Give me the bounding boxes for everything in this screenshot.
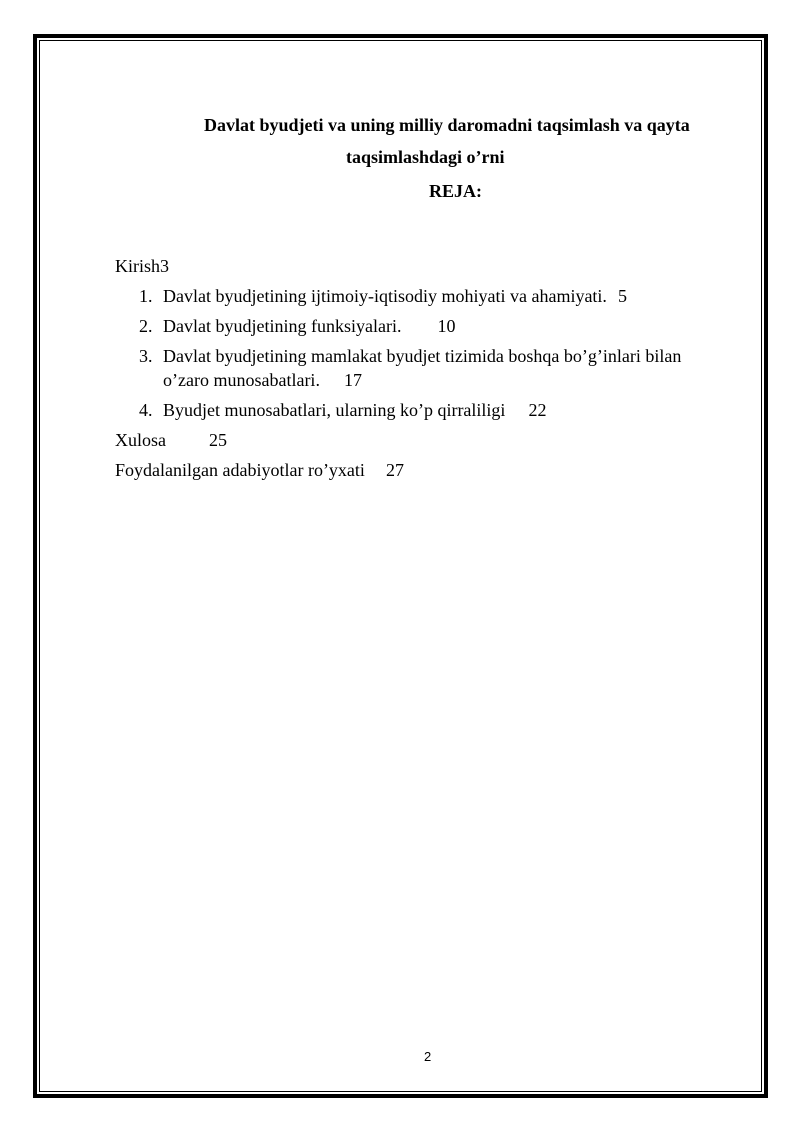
toc-conclusion bbox=[115, 430, 227, 451]
toc-item-number: 4. bbox=[139, 400, 153, 420]
toc-conclusion-page: 25 bbox=[209, 430, 227, 450]
toc-item-label: Davlat byudjetining ijtimoiy-iqtisodiy mohiyati va ahamiyati. bbox=[163, 286, 607, 306]
toc-item bbox=[163, 286, 627, 307]
toc-references bbox=[115, 460, 404, 481]
toc-item-page: 22 bbox=[528, 400, 547, 420]
toc-intro bbox=[115, 256, 169, 277]
page-border-inner bbox=[39, 40, 762, 1092]
toc-item-page: 10 bbox=[437, 316, 456, 336]
toc-item-number: 3. bbox=[139, 346, 153, 366]
toc-references-label: Foydalanilgan adabiyotlar ro’yxati bbox=[115, 460, 365, 480]
toc-intro-page: 3 bbox=[160, 256, 169, 276]
toc-item-page: 17 bbox=[343, 370, 362, 390]
toc-item-label: Byudjet munosabatlari, ularning ko’p qirraliligi bbox=[163, 400, 506, 420]
toc-item-line1 bbox=[163, 346, 681, 367]
toc-item-number: 2. bbox=[139, 316, 153, 336]
toc-item-line2 bbox=[163, 370, 362, 391]
plan-heading: REJA: bbox=[429, 181, 482, 201]
toc-item bbox=[163, 400, 546, 421]
toc-item-label: Davlat byudjetining mamlakat byudjet tizimida boshqa bo’g’inlari bilan bbox=[163, 346, 682, 366]
toc-item-number: 1. bbox=[139, 286, 153, 306]
toc-conclusion-label: Xulosa bbox=[115, 430, 166, 450]
page-number: 2 bbox=[424, 1049, 432, 1064]
toc-references-page: 27 bbox=[385, 460, 404, 480]
toc-intro-label: Kirish bbox=[115, 256, 160, 276]
toc-item-label: o’zaro munosabatlari. bbox=[163, 370, 320, 390]
toc-item bbox=[163, 316, 455, 337]
toc-item-page: 5 bbox=[617, 286, 627, 306]
document-title-line2: taqsimlashdagi o’rni bbox=[346, 147, 505, 167]
toc-item-label: Davlat byudjetining funksiyalari. bbox=[163, 316, 402, 336]
document-title-line1: Davlat byudjeti va uning milliy daromadni taqsimlash va qayta bbox=[204, 115, 690, 135]
